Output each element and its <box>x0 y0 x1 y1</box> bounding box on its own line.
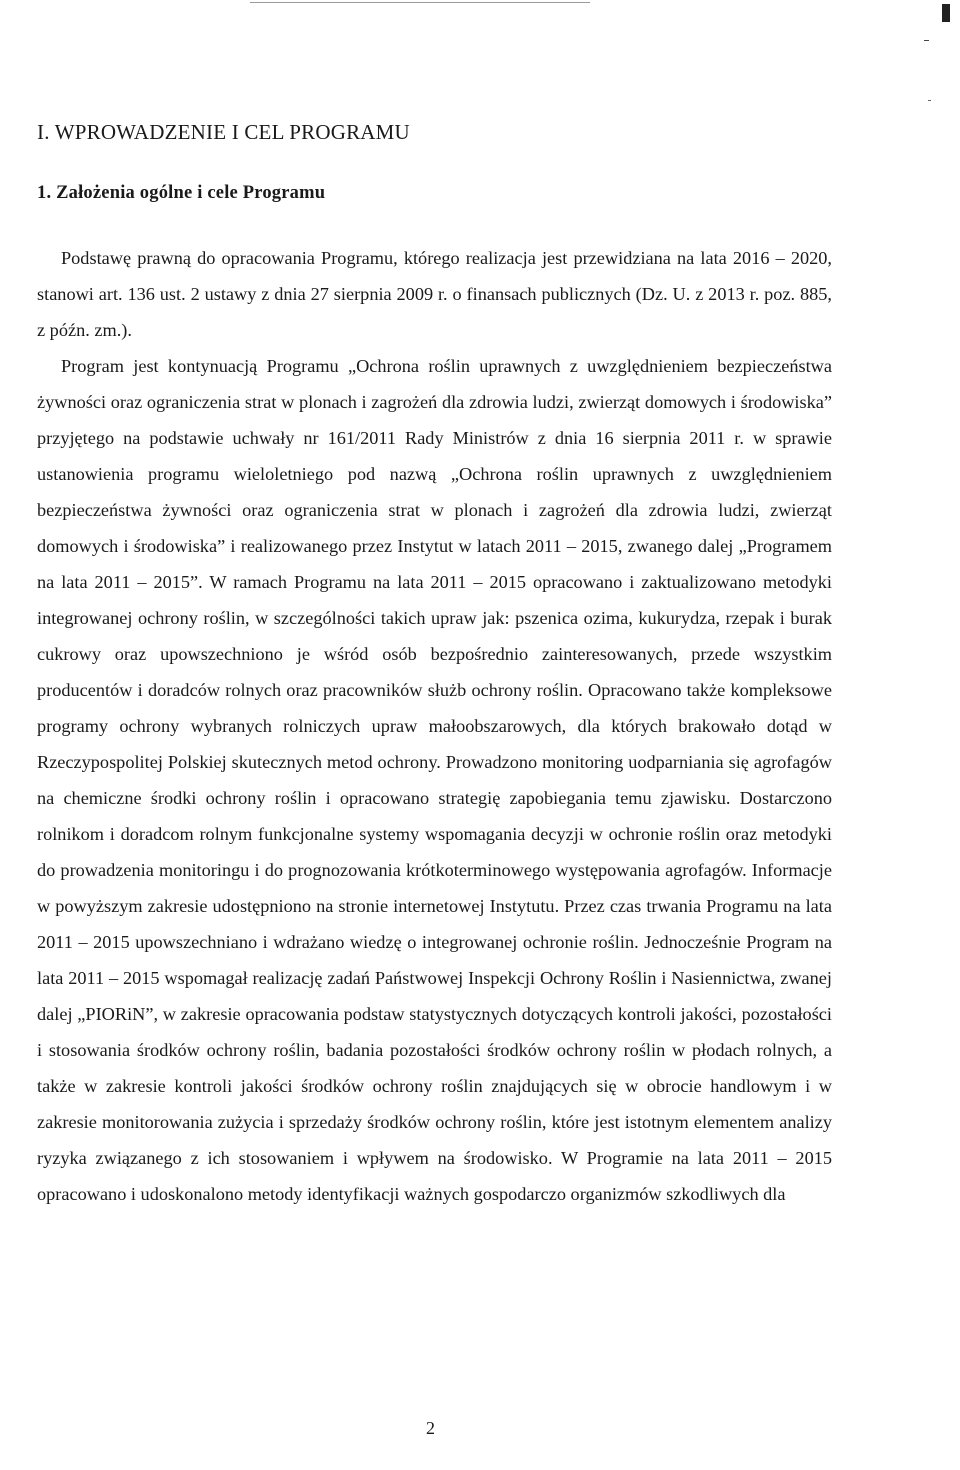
page-number: 2 <box>426 1418 435 1438</box>
section-title: I. WPROWADZENIE I CEL PROGRAMU <box>37 120 410 144</box>
subsection-title: 1. Założenia ogólne i cele Programu <box>37 183 326 203</box>
scan-artifact-right-dash <box>924 40 929 41</box>
scan-artifact-right-dash-2 <box>928 100 931 101</box>
body-text <box>37 240 832 1212</box>
paragraph-program-continuation: Program jest kontynuacją Programu „Ochrona roślin uprawnych z uwzględnieniem bezpieczeństwa żywności oraz ograniczenia strat w plonach i zagrożeń dla zdrowia ludzi, zwierząt domowych i środowiska” przyjętego na podstawie uchwały nr 161/2011 Rady Ministrów z dnia 16 sierpnia 2011 r. w sprawie ustanowienia programu wieloletniego pod nazwą „Ochrona roślin uprawnych z uwzględnieniem bezpieczeństwa żywności oraz ograniczenia strat w plonach i zagrożeń dla zdrowia ludzi, zwierząt domowych i środowiska” i realizowanego przez Instytut w latach 2011 – 2015, zwanego dalej „Programem na lata 2011 – 2015”. W ramach Programu na lata 2011 – 2015 opracowano i zaktualizowano metodyki integrowanej ochrony roślin, w szczególności takich upraw jak: pszenica ozima, kukurydza, rzepak i burak cukrowy oraz upowszechniono je wśród osób bezpośrednio zainteresowanych, przede wszystkim producentów i doradców rolnych oraz pracowników służb ochrony roślin. Opracowano także kompleksowe programy ochrony wybranych rolniczych upraw małoobszarowych, dla których brakowało dotąd w Rzeczypospolitej Polskiej skutecznych metod ochrony. Prowadzono monitoring uodparniania się agrofagów na chemiczne środki ochrony roślin i opracowano strategię zapobiegania temu zjawisku. Dostarczono rolnikom i doradcom rolnym funkcjonalne systemy wspomagania decyzji w ochronie roślin oraz metodyki do prowadzenia monitoringu i do prognozowania krótkoterminowego występowania agrofagów. Informacje w powyższym zakresie udostępniono na stronie internetowej Instytutu. Przez czas trwania Programu na lata 2011 – 2015 upowszechniano i wdrażano wiedzę o integrowanej ochronie roślin. Jednocześnie Program na lata 2011 – 2015 wspomagał realizację zadań Państwowej Inspekcji Ochrony Roślin i Nasiennictwa, zwanej dalej „PIORiN”, w zakresie opracowania podstaw statystycznych dotyczących kontroli jakości, pozostałości i stosowania środków ochrony roślin, badania pozostałości środków ochrony roślin w płodach rolnych, a także w zakresie kontroli jakości środków ochrony roślin znajdujących się w obrocie handlowym i w zakresie monitorowania zużycia i sprzedaży środków ochrony roślin, które jest istotnym elementem analizy ryzyka związanego z ich stosowaniem i wpływem na środowisko. W Programie na lata 2011 – 2015 opracowano i udoskonalono metody identyfikacji ważnych gospodarczo organizmów szkodliwych dla <box>37 356 832 1204</box>
scan-artifact-top-line <box>250 2 590 3</box>
scan-artifact-right-mark <box>942 4 950 22</box>
paragraph-legal-basis: Podstawę prawną do opracowania Programu, którego realizacja jest przewidziana na lata 2016 – 2020, stanowi art. 136 ust. 2 ustawy z dnia 27 sierpnia 2009 r. o finansach publicznych (Dz. U. z 2013 r. poz. 885, z późn. zm.). <box>37 248 832 340</box>
